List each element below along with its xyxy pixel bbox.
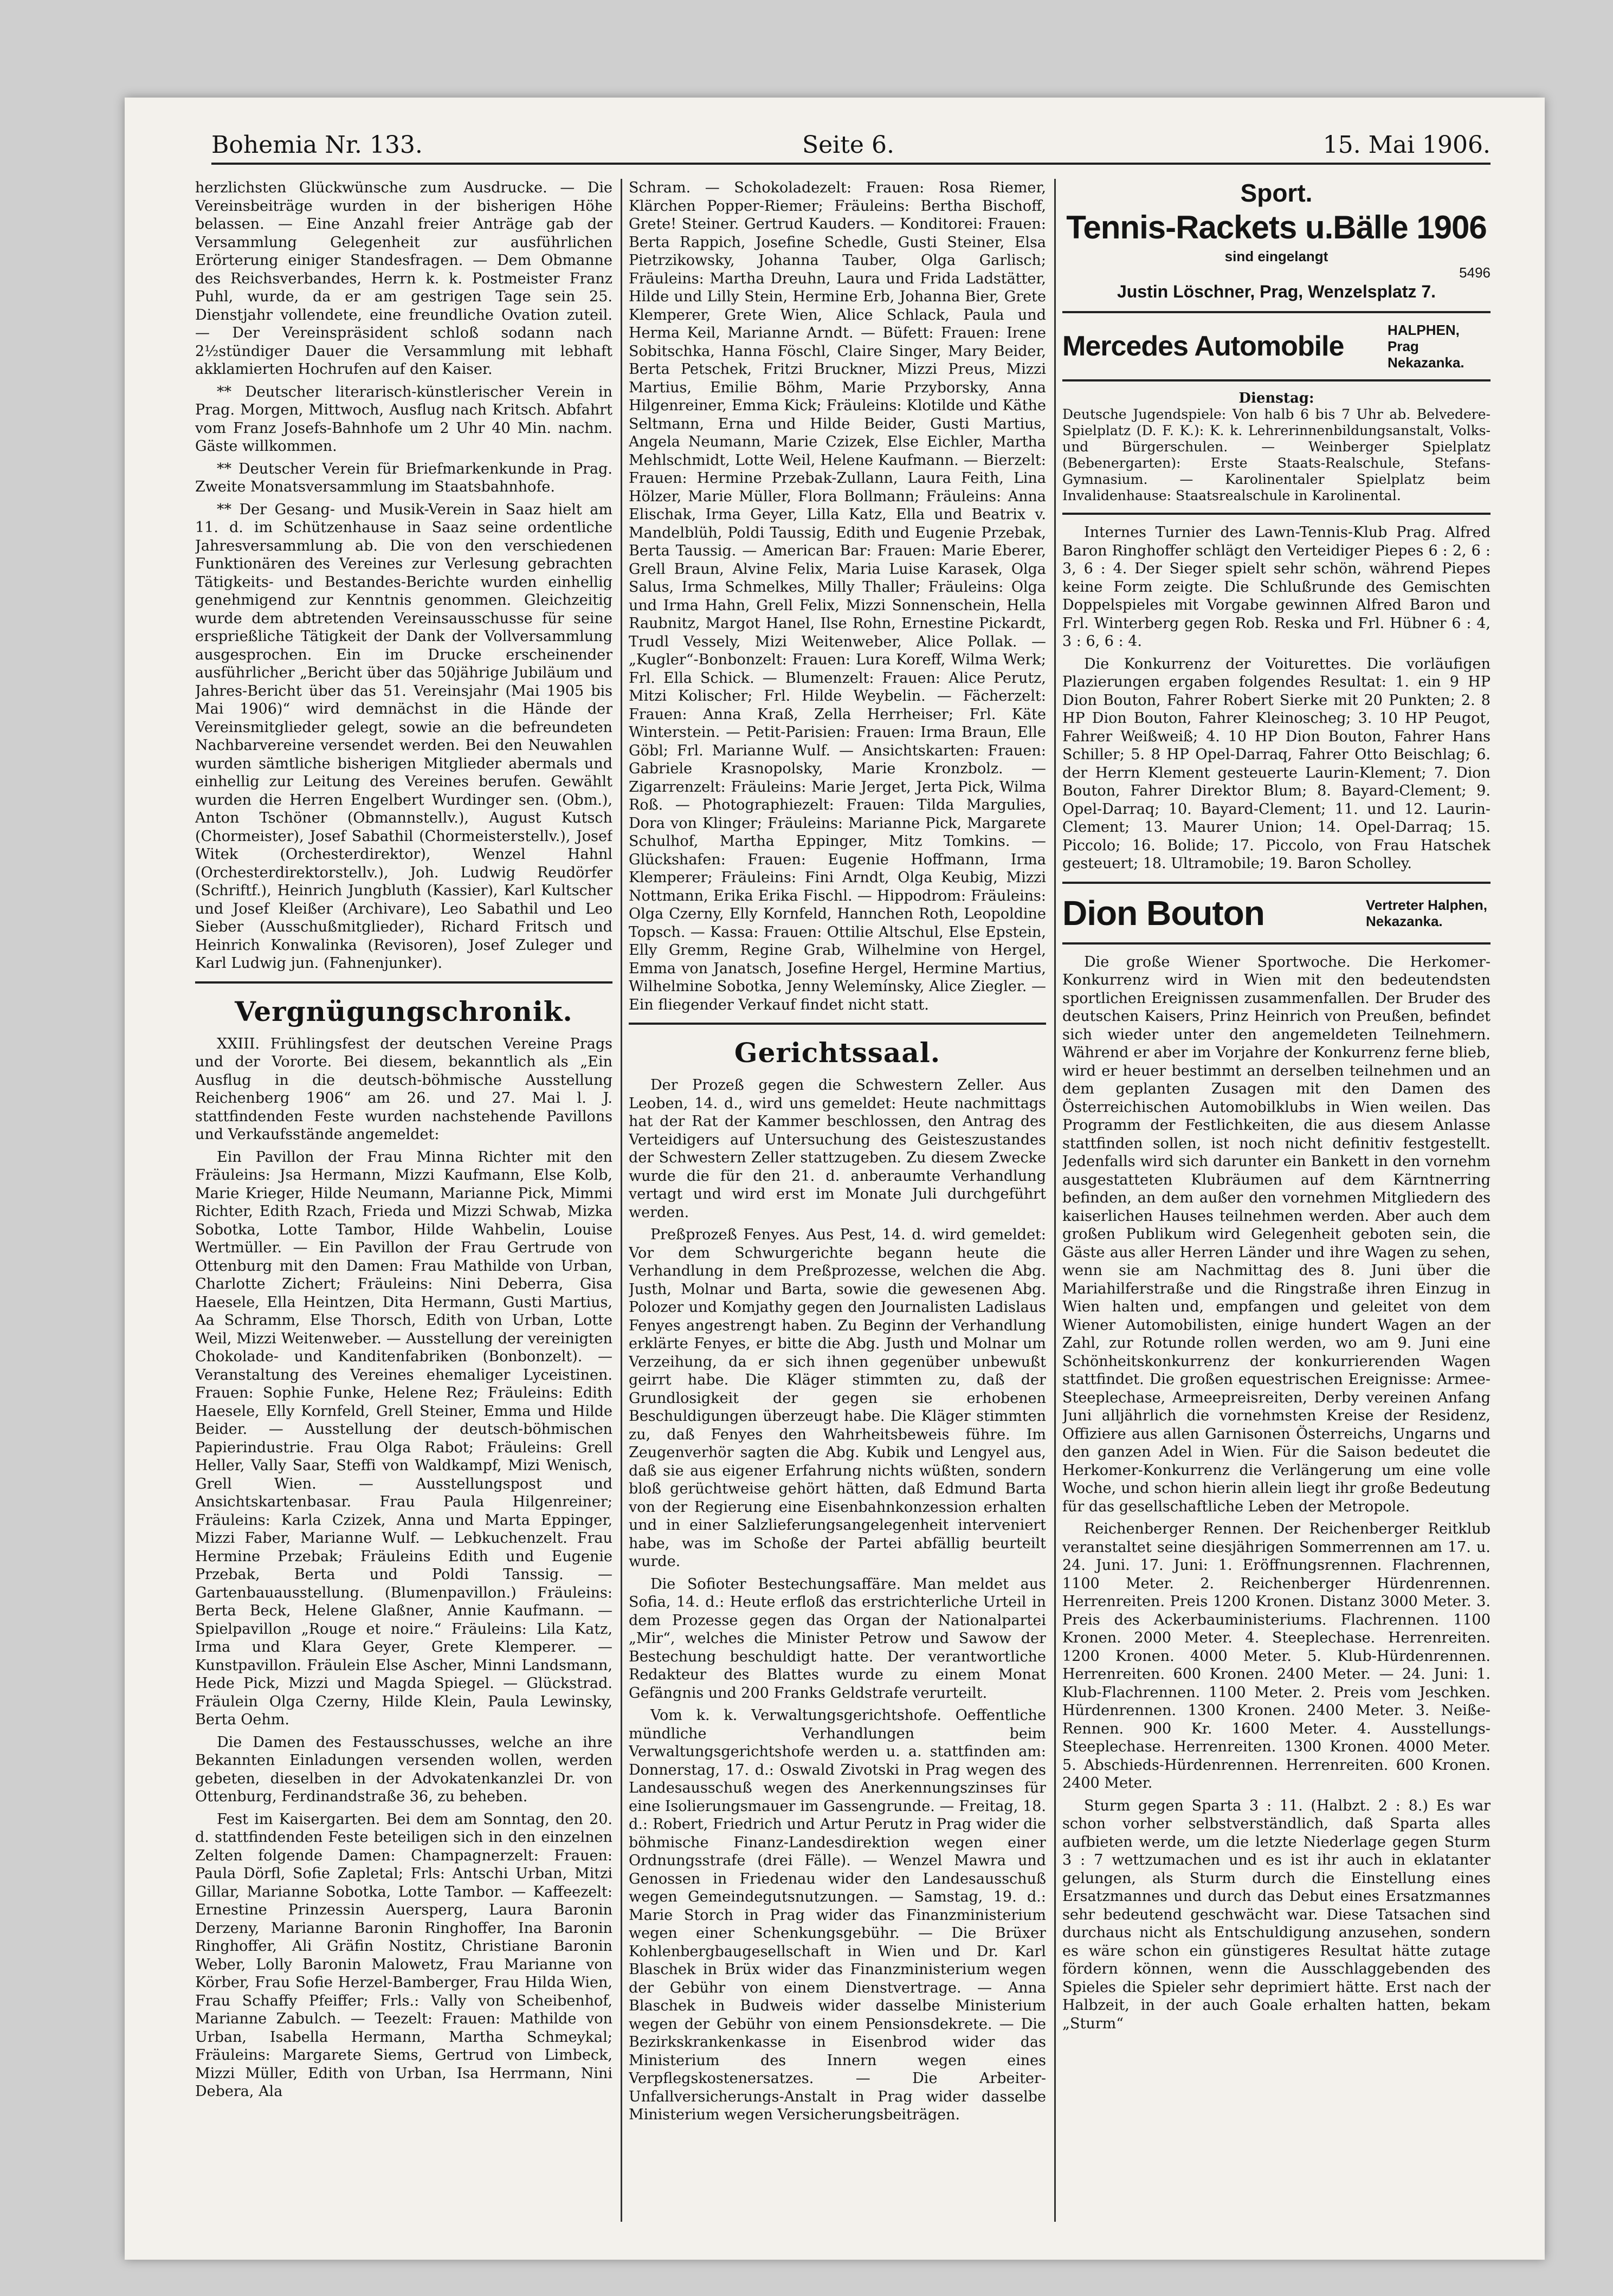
ad-agent: HALPHEN, Prag Nekazanka. xyxy=(1388,322,1464,371)
article-paragraph: Schram. — Schokoladezelt: Frauen: Rosa Riemer, Klärchen Popper-Riemer; Fräuleins: Bertha Bischoff, Grete! Steiner. Gertrud Kauders. — Konditorei: Frauen: Berta Rappich, Josefine Schedle, Gusti Steiner, Elsa Pietrzikowsky, Johanna Tauber, Olga Garlisch; Fräuleins: Martha Dreuhn, Laura und Frida Ladstätter, Hilde und Lilly Stein, Hermine Erb, Johanna Bier, Grete Klemperer, Grete Wien, Alice Schlack, Paula und Herma Keil, Marianne Arndt. — Büfett: Frauen: Irene Sobitschka, Hanna Föschl, Claire Singer, Mary Beider, Berta Petschek, Fritzi Bruckner, Mizzi Preus, Mizzi Martius, Emilie Böhm, Marie Przyborsky, Anna Hilgenreiner, Emma Kick; Fräuleins: Klotilde und Käthe Seltmann, Erna und Hilde Beider, Gusti Martius, Angela Neumann, Marie Czizek, Else Eichler, Martha Mehlschmidt, Lotte Weil, Helene Kaufmann. — Bierzelt: Frauen: Hermine Przebak-Zullann, Laura Feith, Lina Hölzer, Marie Müller, Flora Bollmann; Fräuleins: Anna Elischak, Irma Geyer, Lilla Katz, Ella und Beatrix v. Mandelblüh, Poldi Taussig, Edith und Eugenie Przebak, Berta Taussig. — American Bar: Frauen: Marie Eberer, Grell Braun, Alvine Felix, Maria Luise Karasek, Olga Salus, Irma Schmelkes, Milly Thaller; Fräuleins: Olga und Irma Hahn, Grell Felix, Mizzi Sonnenschein, Hella Raubnitz, Margot Hanel, Ilse Rohn, Ernestine Pickardt, Trudl Vessely, Mizi Weitenweber, Alice Pollak. — „Kugler“-Bonbonzelt: Frauen: Lura Koreff, Wilma Werk; Frl. Ella Schick. — Blumenzelt: Frauen: Alice Perutz, Mitzi Kolischer; Frl. Hilde Weybelin. — Fächerzelt: Frauen: Anna Kraß, Zella Herrheiser; Frl. Käte Winterstein. — Petit-Parisien: Frauen: Irma Braun, Elle Göbl; Frl. Marianne Wulf. — Ansichtskarten: Frauen: Gabriele Krasnopolsky, Marie Kronzbolz. — Zigarrenzelt: Fräuleins: Marie Jerget, Jerta Pick, Wilma Roß. — Photographiezelt: Frauen: Tilda Margulies, Dora von Klinger; Fräuleins: Marianne Pick, Margarete Schulhof, Martha Eppinger, Mitz Tomkins. — Glückshafen: Frauen: Eugenie Hoffmann, Irma Klemperer; Fräuleins: Fini Arndt, Olga Keubig, Mizzi Nottmann, Erika Erika Fischl. — Hippodrom: Fräuleins: Olga Czerny, Elly Kornfeld, Hannchen Roth, Leopoldine Topsch. — Kassa: Frauen: Ottilie Altschul, Else Epstein, Elly Gremm, Regine Grab, Wilhelmine von Hergel, Emma von Janatsch, Josefine Hergel, Hermine Martius, Wilhelmine Sobotka, Jenny Welemínsky, Alice Ziegler. — Ein fliegender Verkauf findet nicht statt. xyxy=(629,179,1046,1013)
advertisement-tennis xyxy=(1062,179,1491,302)
ad-shop: Justin Löschner, Prag, Wenzelsplatz 7. xyxy=(1117,282,1436,301)
ad-headline: Dion Bouton xyxy=(1062,893,1264,933)
article-paragraph: XXIII. Frühlingsfest der deutschen Vereine Prags und der Vororte. Bei diesem, bekanntlich als „Ein Ausflug in die deutsch-böhmische Ausstellung Reichenberg 1906“ am 26. und 27. Mai l. J. stattfindenden Feste wurden nachstehende Pavillons und Verkaufsstände angemeldet: xyxy=(195,1035,612,1143)
schedule-day: Dienstag: xyxy=(1238,390,1314,406)
article-paragraph: Sturm gegen Sparta 3 : 11. (Halbzt. 2 : 8.) Es war schon vorher selbstverständlich, daß Sparta alles aufbieten werde, um die letzte Niederlage gegen Sturm 3 : 7 wettzumachen und es ist ihr auch in eklatanter gelungen, als Sturm durch die Einstellung eines Ersatzmannes und durch das Debut eines Ersatzmannes sehr bedeutend geschwächt war. Diese Tatsachen sind durchaus nicht als Entschuldigung anzusehen, sondern es wäre schon ein günstigeres Resultat hätte zutage fördern können, wenn die Ausschlaggebenden des Spieles die Spieler sehr deprimiert hätte. Erst nach der Halbzeit, in der auch Goale erhalten hatten, bekam „Sturm“ xyxy=(1062,1797,1491,2032)
masthead-issue: Bohemia Nr. 133. xyxy=(211,131,423,159)
column-1 xyxy=(195,179,612,2222)
column-rule xyxy=(1054,179,1056,2222)
article-paragraph: Internes Turnier des Lawn-Tennis-Klub Prag. Alfred Baron Ringhoffer schlägt den Verteidiger Piepes 6 : 2, 6 : 3, 6 : 4. Der Sieger spielt sehr schön, während Piepes keine Form zeigte. Die Schlußrunde des Gemischten Doppelspieles mit Vorgabe gewinnen Alfred Baron und Frl. Winterberg gegen Rob. Reska und Frl. Hübner 6 : 4, 3 : 6, 6 : 4. xyxy=(1062,524,1491,650)
ad-phone: 5496 xyxy=(1459,264,1491,281)
article-paragraph: Der Prozeß gegen die Schwestern Zeller. Aus Leoben, 14. d., wird uns gemeldet: Heute nachmittags hat der Rat der Kammer beschlossen, den Antrag des Verteidigers auf Untersuchung des Geisteszustandes der Schwestern Zeller stattzugeben. Zu diesem Zwecke wurde die für den 21. d. anberaumte Verhandlung vertagt und wird erst im Monate Juli durchgeführt werden. xyxy=(629,1077,1046,1221)
section-divider xyxy=(1062,513,1491,515)
ad-subline: sind eingelangt xyxy=(1224,248,1328,264)
article-paragraph: Reichenberger Rennen. Der Reichenberger Reitklub veranstaltet seine diesjährigen Sommerrennen am 17. u. 24. Juni. 17. Juni: 1. Eröffnungsrennen. Flachrennen, 1100 Meter. 2. Reichenberger Hürdenrennen. Herrenreiten. Preis 1200 Kronen. Distanz 3000 Meter. 3. Preis des Ackerbauministeriums. Flachrennen. 1100 Kronen. 2000 Meter. 4. Steeplechase. Herrenreiten. 1200 Kronen. 4000 Meter. 5. Klub-Hürdenrennen. Herrenreiten. 600 Kronen. 2400 Meter. — 24. Juni: 1. Klub-Flachrennen. 1100 Meter. 2. Preis vom Jeschken. Hürdenrennen. 1300 Kronen. 2400 Meter. 3. Neiße-Rennen. 900 Kr. 1600 Meter. 4. Ausstellungs-Steeplechase. Herrenreiten. 1300 Kronen. 4000 Meter. 5. Abschieds-Hürdenrennen. Herrenreiten. 600 Kronen. 2400 Meter. xyxy=(1062,1521,1491,1791)
column-3 xyxy=(1062,179,1491,2222)
section-divider xyxy=(629,1023,1046,1025)
schedule-text: Deutsche Jugendspiele: Von halb 6 bis 7 Uhr ab. Belvedere-Spielplatz (D. F. K.): K. k. Lehrerinnenbildungsanstalt, Volks- und Bürgerschulen. — Weinberger Spielplatz (Bebenergarten): Erste Staats-Realschule, Stefans-Gymnasium. — Karolinentaler Spielplatz beim Invalidenhause: Staatsrealschule in Karolinental. xyxy=(1062,406,1491,503)
page-header xyxy=(211,130,1491,165)
article-paragraph: Die große Wiener Sportwoche. Die Herkomer-Konkurrenz wird in Wien mit den bedeutendsten sportlichen Ereignissen zusammenfallen. Der Bruder des deutschen Kaisers, Prinz Heinrich von Preußen, befindet sich wieder unter den angemeldeten Teilnehmern. Während er aber im Vorjahre der Konkurrenz ferne blieb, wird er heuer bestimmt an derselben teilnehmen und an dem geplanten Zusagen mit den Damen des Österreichischen Automobilklubs in Wien weilen. Das Programm der Festlichkeiten, die aus diesem Anlasse stattfinden sollen, ist noch nicht definitiv festgestellt. Jedenfalls wird sich darunter ein Bankett in den vornehm ausgestatteten Klubräumen auf dem Kärntnerring befinden, an dem außer den vornehmen Mitgliedern des kaiserlichen Hauses teilnehmen werden. Aber auch dem großen Publikum wird Gelegenheit geboten sein, die Gäste aus aller Herren Länder und ihre Wagen zu sehen, wenn sie am Nachmittag des 8. Juni über die Mariahilferstraße und die Ringstraße ihren Einzug in Wien halten und, empfangen und geleitet von dem Wiener Automobilisten, einige hundert Wagen an der Zahl, zur Rotunde rollen werden, wo am 9. Juni eine Schönheitskonkurrenz der konkurrierenden Wagen stattfindet. Die großen equestrischen Ereignisse: Armee-Steeplechase, Armeepreisreiten, Derby vereinen Anfang Juni alljährlich die vornehmsten Kreise der Residenz, Offiziere aus allen Garnisonen Österreichs, Ungarns und den ganzen Adel in Wien. Für die Saison bedeutet die Herkomer-Konkurrenz die Verlängerung um eine volle Woche, und schon hierin allein liegt ihr große Bedeutung für das gesellschaftliche Leben der Metropole. xyxy=(1062,953,1491,1515)
ad-headline: Tennis-Rackets u.Bälle 1906 xyxy=(1066,209,1487,245)
page-number: Seite 6. xyxy=(802,131,894,159)
section-title: Gerichtssaal. xyxy=(734,1037,941,1069)
section-divider xyxy=(1062,311,1491,313)
advertisement-dion-bouton xyxy=(1062,892,1491,934)
article-paragraph: Ein Pavillon der Frau Minna Richter mit den Fräuleins: Jsa Hermann, Mizzi Kaufmann, Else Kolb, Marie Krieger, Hilde Neumann, Marianne Pick, Mimmi Richter, Edith Rzach, Frieda und Mizzi Schwab, Mizka Sobotka, Lotte Tambor, Hilde Wahbelin, Louise Wertmüller. — Ein Pavillon der Frau Gertrude von Ottenburg mit den Damen: Frau Mathilde von Urban, Charlotte Zichert; Fräuleins: Nini Deberra, Gisa Haesele, Ella Heintzen, Dita Hermann, Gusti Martius, Aa Schramm, Else Thorsch, Edith von Urban, Lotte Weil, Mizzi Weitenweber. — Ausstellung der vereinigten Chokolade- und Kanditenfabriken (Bonbonzelt). — Veranstaltung des Vereines ehemaliger Lyceistinen. Frauen: Sophie Funke, Helene Rez; Fräuleins: Edith Haesele, Elly Kornfeld, Grell Steiner, Emma und Hilde Beider. — Ausstellung der deutsch-böhmischen Papierindustrie. Frau Olga Rabot; Fräuleins: Grell Heller, Vally Saar, Steffi von Waldkampf, Mizi Wenisch, Grell Wien. — Ausstellungspost und Ansichtskartenbasar. Frau Paula Hilgenreiner; Fräuleins: Karla Czizek, Anna und Marta Eppinger, Mizzi Faber, Marianne Wulf. — Lebkuchenzelt. Frau Hermine Przebak; Fräuleins Edith und Eugenie Przebak, Berta und Poldi Tanssig. — Gartenbauausstellung. (Blumenpavillon.) Fräuleins: Berta Beck, Helene Glaßner, Annie Kaufmann. — Spielpavillon „Rouge et noire.“ Fräuleins: Lila Katz, Irma und Klara Geyer, Grete Klemperer. — Kunstpavillon. Fräulein Else Ascher, Minni Landsmann, Hede Pick, Mizzi und Magda Spiegel. — Glückstrad. Fräulein Olga Czerny, Hilde Klein, Paula Lewinsky, Berta Oehm. xyxy=(195,1148,612,1728)
ad-agent: Vertreter Halphen, Nekazanka. xyxy=(1366,896,1487,929)
notice-literary-society: ** Deutscher literarisch-künstlerischer Verein in Prag. Morgen, Mittwoch, Ausflug nach Kritsch. Abfahrt vom Franz Josefs-Bahnhofe um 2 Uhr 40 Min. nachm. Gäste willkommen. xyxy=(195,383,612,455)
article-paragraph: Preßprozeß Fenyes. Aus Pest, 14. d. wird gemeldet: Vor dem Schwurgerichte begann heute die Verhandlung in dem Preßprozesse, welchen die Abg. Justh, Molnar und Barta, sowie die gewesenen Abg. Polozer und Komjathy gegen den Journalisten Ladislaus Fenyes angestrengt haben. Zu Beginn der Verhandlung erklärte Fenyes, er bitte die Abg. Justh und Molnar um Verzeihung, da er sich ihnen gegenüber unbewußt geirrt habe. Die Kläger stimmten zu, daß der Grundlosigkeit der gegen sie erhobenen Beschuldigungen überzeugt habe. Die Kläger stimmten zu, daß Fenyes den Wahrheitsbeweis führe. Im Zeugenverhör sagten die Abg. Kubik und Lengyel aus, daß sie aus eigener Erfahrung nichts wüßten, sondern bloß gerüchtweise gehört hätten, daß Edmund Barta von der Regierung eine Eisenbahnkonzession erhalten und in einer Salzlieferungsangelegenheit interveniert habe, was im Schoße der Partei abfällig beurteilt wurde. xyxy=(629,1226,1046,1570)
section-title: Vergnügungschronik. xyxy=(235,995,573,1027)
section-divider xyxy=(1062,882,1491,884)
article-paragraph: Die Sofioter Bestechungsaffäre. Man meldet aus Sofia, 14. d.: Heute erfloß das erstrichterliche Urteil in dem Prozesse gegen das Organ der Nationalpartei „Mir“, welches die Minister Petrow und Sawow der Bestechung beschuldigt hatte. Der verantwortliche Redakteur des Blattes wurde zu einem Monat Gefängnis und 200 Franks Geldstrafe verurteilt. xyxy=(629,1575,1046,1702)
article-paragraph: herzlichsten Glückwünsche zum Ausdrucke. — Die Vereinsbeiträge wurden in der bisherigen Höhe belassen. — Eine Anzahl freier Anträge gab der Versammlung Gelegenheit zur ausführlichen Erörterung einiger Standesfragen. — Dem Obmanne des Reichsverbandes, Herrn k. k. Postmeister Franz Puhl, wurde, da er am gestrigen Tage sein 25. Dienstjahr vollendete, eine freundliche Ovation zuteil. — Der Vereinspräsident schloß sodann nach 2½stündiger Dauer die Versammlung mit lebhaft akklamierten Hochrufen auf den Kaiser. xyxy=(195,179,612,378)
article-paragraph: Die Konkurrenz der Voiturettes. Die vorläufigen Plazierungen ergaben folgendes Resultat: 1. ein 9 HP Dion Bouton, Fahrer Robert Sierke mit 20 Punkten; 2. 8 HP Dion Bouton, Fahrer Kleinoscheg; 3. 10 HP Peugot, Fahrer Weißweiß; 4. 10 HP Dion Bouton, Fahrer Hans Schiller; 5. 8 HP Opel-Darraq, Fahrer Otto Beischlag; 6. der Herrn Klement gesteuerte Laurin-Klement; 7. Dion Bouton, Fahrer Direktor Blum; 8. Bayard-Clement; 9. Opel-Darraq; 10. Bayard-Clement; 11. und 12. Laurin-Clement; 13. Maurer Union; 14. Opel-Darraq; 15. Piccolo; 16. Bolide; 17. Piccolo, von Frau Hatschek gesteuert; 18. Ultramobile; 19. Baron Scholley. xyxy=(1062,655,1491,872)
column-rule xyxy=(621,179,622,2222)
article-paragraph: Fest im Kaisergarten. Bei dem am Sonntag, den 20. d. stattfindenden Feste beteiligen sich in den einzelnen Zelten folgende Damen: Champagnerzelt: Frauen: Paula Dörfl, Sofie Zapletal; Frls: Antschi Urban, Mitzi Gillar, Marianne Sobotka, Lotte Tambor. — Kaffeezelt: Ernestine Prinzessin Auersperg, Laura Baronin Derzeny, Marianne Baronin Ringhoffer, Ina Baronin Ringhoffer, Ali Gräfin Nostitz, Christiane Baronin Weber, Lolly Baronin Malowetz, Frau Marianne von Körber, Frau Sofie Herzel-Bamberger, Frau Hilda Wien, Frau Schaffy Pfeiffer; Frls.: Vally von Scheibenhof, Marianne Zabulch. — Teezelt: Frauen: Mathilde von Urban, Isabella Hermann, Martha Schmeykal; Fräuleins: Margarete Siems, Gertrud von Limbeck, Mizzi Müller, Edith von Urban, Isa Herrmann, Nini Debera, Ala xyxy=(195,1810,612,2100)
column-2 xyxy=(629,179,1046,2222)
section-divider xyxy=(195,981,612,984)
section-divider xyxy=(1062,942,1491,945)
newspaper-page xyxy=(125,98,1545,2260)
advertisement-mercedes xyxy=(1062,322,1491,371)
ad-headline: Mercedes Automobile xyxy=(1062,331,1344,362)
article-paragraph: Vom k. k. Verwaltungsgerichtshofe. Oeffentliche mündliche Verhandlungen beim Verwaltungsgerichtshofe werden u. a. stattfinden am: Donnerstag, 17. d.: Oswald Zivotski in Prag wegen des Landesausschuß wegen des Anerkennungszinses für eine Isolierungsmauer im Gassengrunde. — Freitag, 18. d.: Robert, Friedrich und Artur Perutz in Prag wider die böhmische Finanz-Landesdirektion wegen einer Ordnungsstrafe (drei Fälle). — Wenzel Mawra und Genossen in Friedenau wider den Landesausschuß wegen Gemeindegutsnutzungen. — Samstag, 19. d.: Marie Storch in Prag wider das Finanzministerium wegen einer Schenkungsgebühr. — Die Brüxer Kohlenbergbaugesellschaft in Wien und Dr. Karl Blaschek in Brüx wider das Finanzministerium wegen der Gebühr von einem Dienstvertrage. — Anna Blaschek in Budweis wider dasselbe Ministerium wegen der Gebühr von einem Pensionsdekrete. — Die Bezirkskrankenkasse in Eisenbrod wider das Ministerium des Innern wegen eines Verpflegskostenersatzes. — Die Arbeiter-Unfallversicherungs-Anstalt in Prag wider dasselbe Ministerium wegen Versicherungsbeiträgen. xyxy=(629,1707,1046,2123)
notice-stamp-society: ** Deutscher Verein für Briefmarkenkunde in Prag. Zweite Monatsversammlung im Staatsbahnhofe. xyxy=(195,460,612,495)
notice-music-society: ** Der Gesang- und Musik-Verein in Saaz hielt am 11. d. im Schützenhause in Saaz seine ordentliche Jahresversammlung ab. Die von den verschiedenen Funktionären des Vereines zur Verlesung gebrachten Tätigkeits- und Bestandes-Berichte wurden einhellig genehmigend zur Kenntnis genommen. Gleichzeitig wurde dem abtretenden Vereinsausschusse für seine ersprießliche Tätigkeit der Dank der Vollversammlung ausgesprochen. Ein im Drucke erscheinender ausführlicher „Bericht über das 50jährige Jubiläum und Jahres-Bericht über das 51. Vereinsjahr (Mai 1905 bis Mai 1906)“ wird demnächst in die Hände der Vereinsmitglieder gelegt, sowie an die befreundeten Nachbarvereine versendet werden. Bei den Neuwahlen wurden sämtliche bisherigen Mitglieder abermals und einhellig zur Leitung des Vereines berufen. Gewählt wurden die Herren Engelbert Wurdinger sen. (Obm.), Anton Tschöner (Obmannstellv.), August Kutsch (Chormeister), Josef Sabathil (Chormeisterstellv.), Josef Witek (Orchesterdirektor), Wenzel Hahnl (Orchesterdirektorstellv.), Joh. Ludwig Reudörfer (Schriftf.), Heinrich Jungbluth (Kassier), Karl Kultscher und Josef Kleißer (Archivare), Leo Sabathil und Leo Sieber (Ausschußmitglieder), Richard Fritsch und Heinrich Konwalinka (Revisoren), Josef Zuleger und Karl Ludwig jun. (Fahnenjunker). xyxy=(195,501,612,972)
issue-date: 15. Mai 1906. xyxy=(1322,131,1491,159)
section-divider xyxy=(1062,379,1491,381)
ad-heading: Sport. xyxy=(1240,179,1313,207)
article-paragraph: Die Damen des Festausschusses, welche an ihre Bekannten Einladungen versenden wollen, werden gebeten, dieselben in der Advokatenkanzlei Dr. von Ottenburg, Ferdinandstraße 36, zu beheben. xyxy=(195,1734,612,1805)
